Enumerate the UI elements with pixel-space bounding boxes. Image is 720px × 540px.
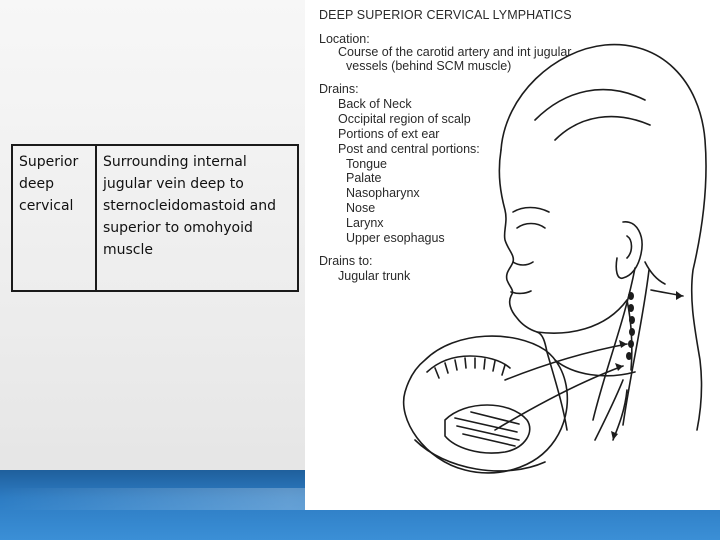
drains-item: Back of Neck [338, 97, 412, 111]
jaw [537, 300, 627, 333]
brow [513, 208, 549, 213]
drains-subitem: Nose [346, 201, 376, 215]
arrowhead [615, 363, 623, 371]
drains-item: Occipital region of scalp [338, 112, 471, 126]
drains-subitem: Palate [346, 171, 382, 185]
drains-to-heading: Drains to: [319, 254, 373, 268]
arrowhead [611, 431, 618, 440]
eye [517, 224, 545, 229]
drains-item: Portions of ext ear [338, 127, 440, 141]
nose-line [513, 262, 533, 265]
drains-item: Post and central portions: [338, 142, 480, 156]
tongue [445, 405, 530, 453]
drains-heading: Drains: [319, 82, 359, 96]
head-outline [501, 45, 706, 430]
head-neck-illustration [305, 0, 720, 510]
face-profile [499, 150, 547, 352]
mouth [511, 291, 531, 293]
drains-subitem: Larynx [346, 216, 384, 230]
figure-title: DEEP SUPERIOR CERVICAL LYMPHATICS [319, 8, 572, 22]
lymph-node-table [11, 144, 299, 292]
anatomy-figure [305, 0, 720, 510]
arrowhead [676, 291, 683, 300]
lymph-vessel [595, 380, 623, 440]
drains-to-item: Jugular trunk [338, 269, 411, 283]
location-line-1: Course of the carotid artery and int jugular [338, 45, 572, 59]
drains-subitem: Nasopharynx [346, 186, 420, 200]
arrowhead [619, 340, 627, 348]
drains-subitem: Upper esophagus [346, 231, 445, 245]
ear [616, 222, 642, 278]
node-name-cell: Superior deep cervical [13, 146, 97, 290]
location-line-2: vessels (behind SCM muscle) [346, 59, 512, 73]
node-description-cell: Surrounding internal jugular vein deep to sternocleidomastoid and superior to omohyoid muscle [103, 154, 277, 258]
drains-subitem: Tongue [346, 157, 388, 171]
upper-teeth [427, 356, 510, 372]
location-heading: Location: [319, 32, 370, 46]
